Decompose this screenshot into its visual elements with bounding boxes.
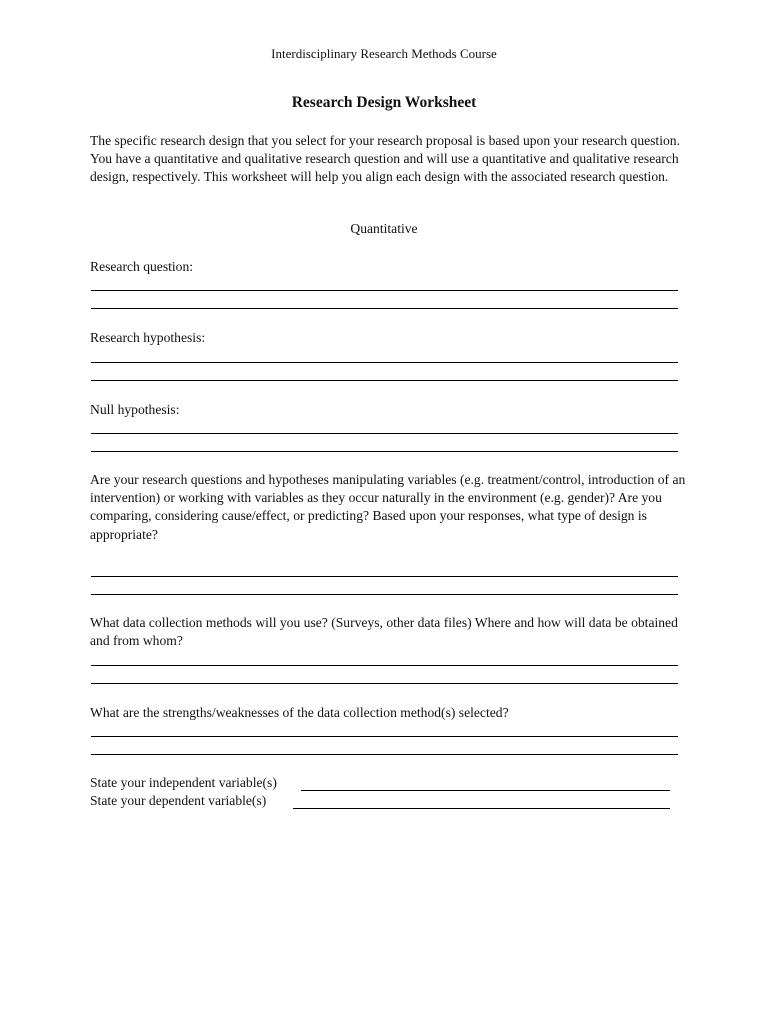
research-question-prompt: Research question: — [90, 259, 194, 274]
answer-line[interactable] — [91, 290, 678, 291]
answer-line[interactable] — [91, 665, 678, 666]
answer-line[interactable] — [91, 754, 678, 755]
intro-paragraph: The specific research design that you select for your research proposal is based upon your research question. You have a quantitative and qualitative research question and will use a quantitative and qualitative research design, respectively. This worksheet will help you align each design with the associated research question. — [90, 133, 680, 185]
dependent-variable-blank[interactable] — [293, 808, 670, 809]
answer-line[interactable] — [91, 380, 678, 381]
independent-variable-blank[interactable] — [301, 790, 670, 791]
design-type-prompt: Are your research questions and hypotheses manipulating variables (e.g. treatment/control, introduction of an intervention) or working with variables as they occur naturally in the environment (e.g. gender)? Are you comparing, considering cause/effect, or predicting? Based upon your responses, what type of design is appropriate? — [90, 472, 686, 542]
answer-line[interactable] — [91, 451, 678, 452]
answer-line[interactable] — [91, 683, 678, 684]
independent-variable-label: State your independent variable(s) — [90, 775, 277, 790]
answer-line[interactable] — [91, 308, 678, 309]
data-collection-prompt: What data collection methods will you use? (Surveys, other data files) Where and how will data be obtained and from whom? — [90, 615, 678, 649]
answer-line[interactable] — [91, 736, 678, 737]
page-title: Research Design Worksheet — [291, 94, 477, 111]
research-hypothesis-prompt: Research hypothesis: — [90, 330, 206, 345]
course-name: Interdisciplinary Research Methods Course — [271, 46, 497, 61]
answer-line[interactable] — [91, 576, 678, 577]
dependent-variable-label: State your dependent variable(s) — [90, 793, 267, 808]
strengths-weaknesses-prompt: What are the strengths/weaknesses of the data collection method(s) selected? — [90, 705, 509, 720]
answer-line[interactable] — [91, 594, 678, 595]
section-heading-quantitative: Quantitative — [350, 221, 418, 236]
answer-line[interactable] — [91, 362, 678, 363]
null-hypothesis-prompt: Null hypothesis: — [90, 402, 180, 417]
answer-line[interactable] — [91, 433, 678, 434]
